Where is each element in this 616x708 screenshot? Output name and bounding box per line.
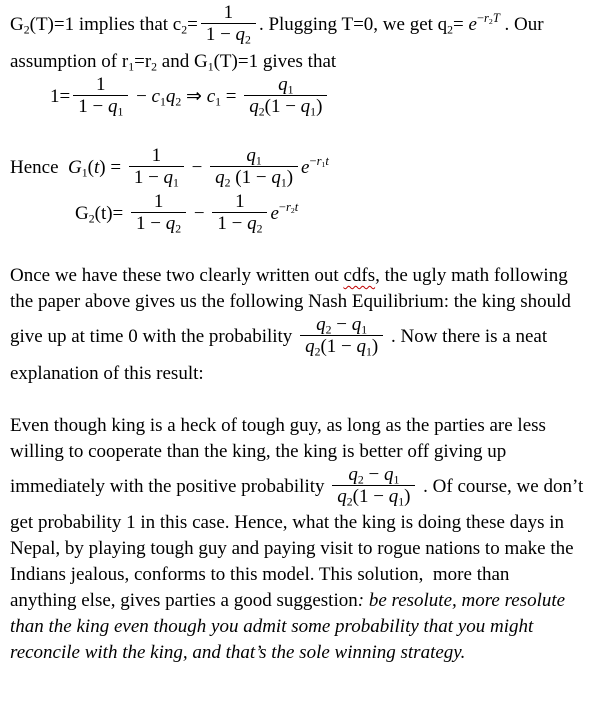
text-run: q xyxy=(165,85,176,107)
fraction-denominator xyxy=(332,485,415,507)
text-line xyxy=(10,510,606,536)
text-line xyxy=(10,536,606,562)
text-run: q xyxy=(316,314,326,336)
superscript xyxy=(279,200,298,214)
text-run: (T)=1 gives that xyxy=(213,50,337,72)
text-run: q xyxy=(246,145,256,167)
subscript: 2 xyxy=(258,105,265,119)
text-run: r xyxy=(316,154,322,169)
text-line xyxy=(10,146,606,192)
text-run: (1 − xyxy=(264,95,301,117)
text-run: ) = xyxy=(99,157,126,179)
text-run: − xyxy=(189,202,210,224)
text-run: reconcile with the king, and that’s the sole winning strategy. xyxy=(10,642,466,664)
subscript: 2 xyxy=(151,59,158,73)
text-run: q xyxy=(305,336,315,358)
subscript: 1 xyxy=(280,176,287,190)
text-run: G xyxy=(75,202,89,224)
para-derivation-intro xyxy=(10,3,606,120)
fraction xyxy=(210,145,298,189)
text-run: willing to cooperate than the king, the king is better off giving up xyxy=(10,440,507,462)
subscript: 1 xyxy=(310,105,317,119)
text-run: (1 − xyxy=(230,167,272,189)
fraction xyxy=(131,191,186,235)
text-run: − xyxy=(331,314,352,336)
text-run: . Plugging T=0, we get q xyxy=(258,14,448,36)
text-line xyxy=(10,49,606,75)
text-run: = xyxy=(453,14,469,36)
text-run: q xyxy=(388,485,399,507)
subscript: 2 xyxy=(256,222,263,236)
text-run: 1 xyxy=(235,190,245,212)
text-run: r xyxy=(484,11,489,26)
subscript: 2 xyxy=(175,94,182,108)
subscript: 1 xyxy=(361,323,368,337)
fraction-numerator xyxy=(201,2,256,23)
text-line xyxy=(10,640,606,666)
text-run: − xyxy=(186,157,208,179)
text-run: Indians jealous, conforms to this model. This solution, more than xyxy=(10,564,510,586)
text-run: c xyxy=(151,85,160,107)
text-run: ) xyxy=(371,336,379,358)
text-run: c xyxy=(206,85,216,107)
subscript: 1 xyxy=(117,105,124,119)
text-run: q xyxy=(107,95,118,117)
fraction-denominator xyxy=(131,212,186,234)
text-line xyxy=(10,588,606,614)
subscript: 2 xyxy=(314,345,321,359)
text-run: q xyxy=(300,95,311,117)
text-run: (1 − xyxy=(352,485,389,507)
fraction-denominator xyxy=(300,335,383,357)
text-run: q xyxy=(351,314,362,336)
para-hence-equations xyxy=(10,146,606,237)
text-run: assumption of r xyxy=(10,50,129,72)
fraction xyxy=(332,464,415,508)
text-run: e xyxy=(301,157,310,179)
text-run: q xyxy=(165,212,176,234)
text-line xyxy=(10,439,606,465)
text-run: = xyxy=(187,14,198,36)
fraction-numerator xyxy=(244,74,327,95)
text-run: (T)=1 implies that c xyxy=(29,14,182,36)
text-run: q xyxy=(383,463,394,485)
fraction xyxy=(300,314,383,358)
text-run: ) xyxy=(404,485,411,507)
text-run: give up at time 0 with the probability xyxy=(10,326,298,348)
text-run: and G xyxy=(157,50,208,72)
subscript: 1 xyxy=(393,472,400,486)
fraction-numerator xyxy=(210,145,298,166)
subscript: 2 xyxy=(245,33,251,47)
text-run: q xyxy=(247,212,257,234)
subscript: 1 xyxy=(215,94,222,108)
text-run: 1 − xyxy=(78,95,108,117)
fraction-denominator xyxy=(73,95,128,117)
text-run: 1 − xyxy=(205,24,236,46)
text-run: q xyxy=(348,463,358,485)
text-run: : be resolute, more resolute xyxy=(357,590,566,612)
text-run: explanation of this result: xyxy=(10,362,204,384)
text-run: the paper above gives us the following Nash Equilibrium: the king should xyxy=(10,291,571,313)
text-run: (1 − xyxy=(320,336,357,358)
subscript: 1 xyxy=(398,495,405,509)
fraction-denominator xyxy=(212,212,267,234)
fraction-numerator xyxy=(212,191,267,212)
fraction-denominator xyxy=(244,95,327,117)
text-line xyxy=(10,3,606,49)
fraction-denominator xyxy=(201,23,256,45)
fraction xyxy=(201,2,256,46)
text-run: Once we have these two clearly written out xyxy=(10,265,344,287)
text-line xyxy=(10,562,606,588)
text-run: q xyxy=(356,336,366,358)
text-run: − xyxy=(476,11,485,26)
fraction-numerator xyxy=(332,464,415,485)
text-run: 1 xyxy=(223,2,234,23)
subscript: 2 xyxy=(357,472,364,486)
text-run: Hence xyxy=(10,157,69,179)
text-line xyxy=(10,614,606,640)
fraction xyxy=(73,74,128,118)
text-run: 1 xyxy=(151,145,162,167)
text-line xyxy=(10,361,606,387)
text-run: − xyxy=(363,463,384,485)
text-line xyxy=(10,465,606,511)
text-run: ) xyxy=(286,167,294,189)
text-run: − xyxy=(131,85,152,107)
subscript: 2 xyxy=(325,323,332,337)
subscript: 2 xyxy=(447,23,454,37)
text-run: =r xyxy=(134,50,152,72)
superscript xyxy=(309,154,328,168)
text-run: 1 − xyxy=(217,212,248,234)
text-run: q xyxy=(215,167,225,189)
text-run: 1= xyxy=(50,85,71,107)
text-run: q xyxy=(271,167,281,189)
text-run: get probability 1 in this case. Hence, what the king is doing these days in xyxy=(10,512,565,534)
fraction xyxy=(244,74,327,118)
subscript: 1 xyxy=(81,166,88,180)
text-run: q xyxy=(249,95,259,117)
text-run: − xyxy=(278,199,286,214)
para-nash-equilibrium xyxy=(10,263,606,387)
fraction-denominator xyxy=(129,166,184,188)
fraction xyxy=(129,145,184,189)
subscript: 2 xyxy=(290,206,295,216)
superscript xyxy=(477,11,500,25)
subscript: 2 xyxy=(224,176,231,190)
text-run: q xyxy=(337,485,347,507)
subscript: 1 xyxy=(128,59,135,73)
text-run: e xyxy=(270,202,279,224)
text-run: Even though king is a heck of tough guy, as long as the parties are less xyxy=(10,414,546,436)
text-run: 1 − xyxy=(136,212,166,234)
subscript: 2 xyxy=(175,222,182,236)
text-run: ) xyxy=(316,95,323,117)
subscript: 2 xyxy=(88,212,95,226)
text-run: G xyxy=(68,157,82,179)
text-run: t xyxy=(93,157,100,179)
subscript: 2 xyxy=(488,17,493,27)
text-run: anything else, gives parties a good suggestion xyxy=(10,590,358,612)
subscript: 2 xyxy=(181,23,188,37)
subscript: 1 xyxy=(321,160,326,170)
text-line xyxy=(10,413,606,439)
text-run: immediately with the positive probability xyxy=(10,475,330,497)
subscript: 1 xyxy=(207,59,214,73)
subscript: 2 xyxy=(346,495,353,509)
text-run: t xyxy=(325,154,329,169)
subscript: 1 xyxy=(173,176,179,190)
misspelled-word: cdfs xyxy=(343,265,376,287)
text-run: . Our xyxy=(499,14,544,36)
text-run: than the king even though you admit some probability that you might xyxy=(10,616,534,638)
fraction-numerator xyxy=(300,314,383,335)
para-explanation xyxy=(10,413,606,667)
text-run: 1 − xyxy=(133,167,164,189)
text-run: q xyxy=(278,73,288,95)
text-run: q xyxy=(235,24,246,46)
text-line xyxy=(10,289,606,315)
text-run: , the ugly math following xyxy=(375,265,568,287)
fraction xyxy=(212,191,267,235)
text-run: . Now there is a neat xyxy=(386,326,548,348)
text-run: G xyxy=(10,14,24,36)
text-line xyxy=(10,315,606,361)
text-run: 1 xyxy=(96,73,106,95)
text-run: . Of course, we don’t xyxy=(418,475,584,497)
fraction-numerator xyxy=(129,145,184,166)
subscript: 1 xyxy=(255,154,262,168)
text-run: r xyxy=(285,199,291,214)
text-run: = xyxy=(221,85,242,107)
text-run: ( xyxy=(87,157,94,179)
text-run: T xyxy=(492,11,500,26)
fraction-numerator xyxy=(73,74,128,95)
text-run: ⇒ xyxy=(181,85,207,107)
text-line xyxy=(10,192,606,238)
fraction-denominator xyxy=(210,166,298,188)
subscript: 1 xyxy=(366,345,372,359)
subscript: 1 xyxy=(159,94,166,108)
subscript: 1 xyxy=(287,82,294,96)
text-run: Nepal, by playing tough guy and paying visit to rogue nations to make the xyxy=(10,538,574,560)
text-run: (t)= xyxy=(94,202,129,224)
text-line xyxy=(10,75,606,121)
text-run: e xyxy=(468,14,477,36)
text-run: q xyxy=(163,167,174,189)
text-line xyxy=(10,263,606,289)
text-run: 1 xyxy=(153,190,164,212)
subscript: 2 xyxy=(23,23,30,37)
text-run: − xyxy=(309,154,317,169)
fraction-numerator xyxy=(131,191,186,212)
text-run: t xyxy=(294,199,299,214)
